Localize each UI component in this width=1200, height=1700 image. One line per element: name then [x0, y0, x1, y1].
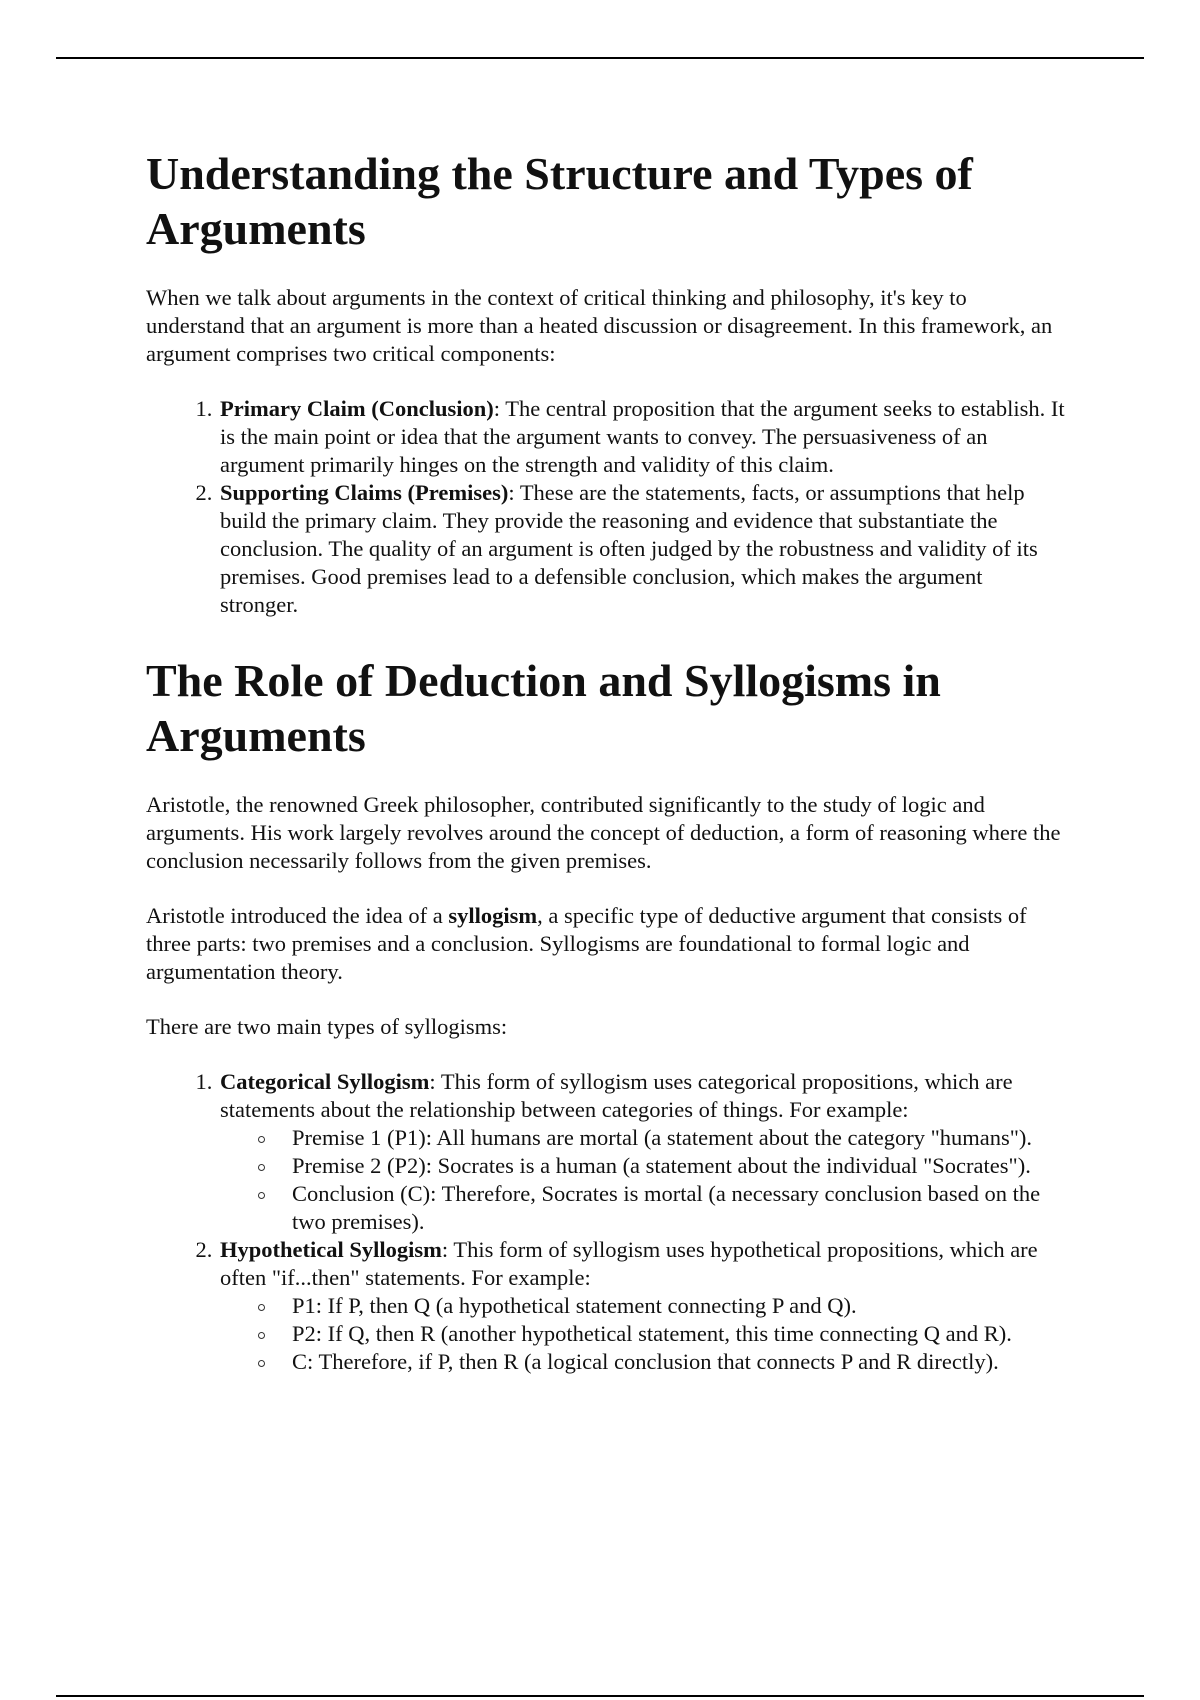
- syllogism-text-before: Aristotle introduced the idea of a: [146, 903, 449, 928]
- term-supporting-claims: Supporting Claims (Premises): [220, 480, 509, 505]
- list-item-example: [292, 1180, 1066, 1236]
- desc-hypothetical: : This form of syllogism uses hypothetical propositions, which are often "if...then" statements. For example:: [220, 1237, 1038, 1290]
- list-item-example: [292, 1124, 1066, 1152]
- hypothetical-example-list: [220, 1292, 1066, 1376]
- list-item-example: [292, 1320, 1066, 1348]
- desc-primary-claim: : The central proposition that the argument seeks to establish. It is the main point or idea that the argument wants to convey. The persuasiveness of an argument primarily hinges on the strength and validity of this claim.: [220, 396, 1065, 477]
- document-body: [146, 146, 1066, 1376]
- bottom-rule: [56, 1695, 1144, 1697]
- section-heading-deduction: The Role of Deduction and Syllogisms in Arguments: [146, 655, 941, 761]
- list-item-supporting-claims: [218, 479, 1066, 619]
- intro-paragraph: When we talk about arguments in the context of critical thinking and philosophy, it's key to understand that an argument is more than a heated discussion or disagreement. In this framework, an argument comprises two critical components:: [146, 285, 1053, 366]
- example-text: P1: If P, then Q (a hypothetical statement connecting P and Q).: [292, 1293, 857, 1318]
- example-text: Premise 1 (P1): All humans are mortal (a statement about the category "humans").: [292, 1125, 1033, 1150]
- list-item-categorical: [218, 1068, 1066, 1236]
- example-text: Conclusion (C): Therefore, Socrates is mortal (a necessary conclusion based on the two premises).: [292, 1181, 1041, 1234]
- types-intro-paragraph: There are two main types of syllogisms:: [146, 1014, 508, 1039]
- term-categorical: Categorical Syllogism: [220, 1069, 430, 1094]
- top-rule: [56, 57, 1144, 59]
- section-heading-structure: Understanding the Structure and Types of Arguments: [146, 148, 973, 254]
- example-text: Premise 2 (P2): Socrates is a human (a statement about the individual "Socrates").: [292, 1153, 1031, 1178]
- list-item-example: [292, 1292, 1066, 1320]
- aristotle-paragraph: Aristotle, the renowned Greek philosopher, contributed significantly to the study of logic and arguments. His work largely revolves around the concept of deduction, a form of reasoning where the conclusion necessarily follows from the given premises.: [146, 792, 1061, 873]
- list-item-example: [292, 1152, 1066, 1180]
- circle-bullet-icon: [258, 1192, 265, 1199]
- circle-bullet-icon: [258, 1136, 265, 1143]
- list-item-primary-claim: [218, 395, 1066, 479]
- syllogism-text-after: , a specific type of deductive argument that consists of three parts: two premises and a conclusion. Syllogisms are foundational to formal logic and argumentation theory.: [146, 903, 1027, 984]
- term-syllogism: syllogism: [448, 903, 538, 928]
- term-primary-claim: Primary Claim (Conclusion): [220, 396, 494, 421]
- list-item-example: [292, 1348, 1066, 1376]
- desc-categorical: : This form of syllogism uses categorical propositions, which are statements about the relationship between categories of things. For example:: [220, 1069, 1013, 1122]
- term-hypothetical: Hypothetical Syllogism: [220, 1237, 442, 1262]
- circle-bullet-icon: [258, 1304, 265, 1311]
- circle-bullet-icon: [258, 1332, 265, 1339]
- list-item-hypothetical: [218, 1236, 1066, 1376]
- example-text: C: Therefore, if P, then R (a logical conclusion that connects P and R directly).: [292, 1349, 999, 1374]
- circle-bullet-icon: [258, 1164, 265, 1171]
- syllogism-paragraph: [146, 902, 1066, 986]
- components-list: [146, 395, 1066, 619]
- circle-bullet-icon: [258, 1360, 265, 1367]
- syllogism-types-list: [146, 1068, 1066, 1376]
- categorical-example-list: [220, 1124, 1066, 1236]
- desc-supporting-claims: : These are the statements, facts, or assumptions that help build the primary claim. They provide the reasoning and evidence that substantiate the conclusion. The quality of an argument is often judged by the robustness and validity of its premises. Good premises lead to a defensible conclusion, which makes the argument stronger.: [220, 480, 1038, 617]
- example-text: P2: If Q, then R (another hypothetical statement, this time connecting Q and R).: [292, 1321, 1012, 1346]
